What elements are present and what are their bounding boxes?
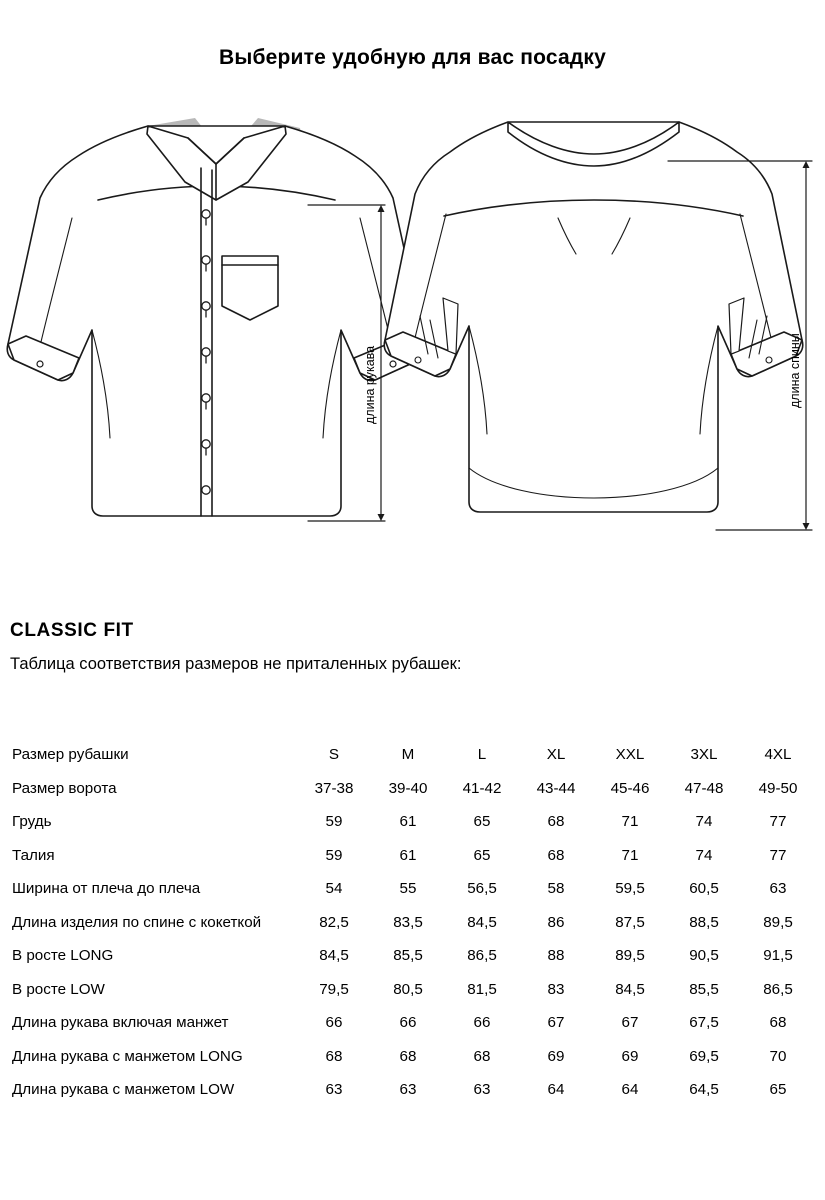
cell: 43-44: [536, 779, 576, 797]
size-header-4xl: 4XL: [764, 746, 792, 764]
table-header-row: [10, 738, 815, 772]
cell: 45-46: [610, 779, 650, 797]
cell: 86: [547, 913, 565, 931]
table-row: [10, 1073, 815, 1107]
cell: 74: [695, 813, 713, 831]
cell: 83: [547, 980, 565, 998]
row-label: Ширина от плеча до плеча: [12, 880, 201, 898]
cell: 68: [399, 1047, 417, 1065]
row-label: Длина изделия по спине с кокеткой: [12, 913, 262, 931]
cell: 68: [769, 1014, 787, 1032]
cell: 89,5: [615, 947, 645, 965]
cell: 83,5: [393, 913, 423, 931]
cell: 88,5: [689, 913, 719, 931]
cell: 59: [325, 846, 343, 864]
cell: 66: [473, 1014, 491, 1032]
cell: 77: [769, 846, 787, 864]
table-header-label: Размер рубашки: [12, 746, 129, 764]
size-header-3xl: 3XL: [690, 746, 718, 764]
cell: 69: [621, 1047, 639, 1065]
table-row: [10, 872, 815, 906]
sleeve-length-label: длина рукава: [363, 345, 377, 424]
cell: 58: [547, 880, 565, 898]
cell: 87,5: [615, 913, 645, 931]
cell: 54: [325, 880, 343, 898]
row-label: В росте LONG: [12, 947, 114, 965]
cell: 63: [473, 1081, 491, 1099]
cell: 41-42: [462, 779, 502, 797]
cell: 37-38: [314, 779, 354, 797]
row-label: Длина рукава включая манжет: [12, 1014, 229, 1032]
row-label: Размер ворота: [12, 779, 117, 797]
cell: 68: [547, 846, 565, 864]
fit-subtitle: Таблица соответствия размеров не приталенных рубашек:: [10, 655, 462, 673]
page-title: Выберите удобную для вас посадку: [218, 46, 607, 69]
size-header-xl: XL: [546, 746, 566, 764]
back-shirt-illustration: [384, 122, 803, 512]
cell: 69: [547, 1047, 565, 1065]
cell: 80,5: [393, 980, 423, 998]
cell: 61: [399, 846, 417, 864]
cell: 84,5: [319, 947, 349, 965]
cell: 77: [769, 813, 787, 831]
cell: 63: [325, 1081, 343, 1099]
cell: 74: [695, 846, 713, 864]
cell: 67: [547, 1014, 565, 1032]
cell: 67: [621, 1014, 639, 1032]
cell: 56,5: [467, 880, 497, 898]
cell: 64,5: [689, 1081, 719, 1099]
cell: 66: [399, 1014, 417, 1032]
table-row: [10, 906, 815, 940]
cell: 64: [547, 1081, 565, 1099]
cell: 61: [399, 813, 417, 831]
cell: 79,5: [319, 980, 349, 998]
row-label: Длина рукава с манжетом LOW: [12, 1081, 235, 1099]
cell: 66: [325, 1014, 343, 1032]
cell: 91,5: [763, 947, 793, 965]
cell: 90,5: [689, 947, 719, 965]
cell: 84,5: [467, 913, 497, 931]
row-label: Длина рукава с манжетом LONG: [12, 1047, 243, 1065]
cell: 89,5: [763, 913, 793, 931]
cell: 84,5: [615, 980, 645, 998]
size-header-xxl: XXL: [615, 746, 645, 764]
cell: 47-48: [684, 779, 724, 797]
size-header-l: L: [477, 746, 487, 764]
cell: 69,5: [689, 1047, 719, 1065]
table-row: [10, 805, 815, 839]
size-header-m: M: [401, 746, 415, 764]
table-row: [10, 1040, 815, 1074]
cell: 59,5: [615, 880, 645, 898]
table-row: [10, 839, 815, 873]
fit-title: CLASSIC FIT: [10, 620, 134, 641]
cell: 68: [325, 1047, 343, 1065]
cell: 68: [547, 813, 565, 831]
cell: 68: [473, 1047, 491, 1065]
cell: 65: [473, 846, 491, 864]
cell: 55: [399, 880, 417, 898]
cell: 71: [621, 813, 639, 831]
front-shirt-illustration: [7, 118, 426, 516]
cell: 59: [325, 813, 343, 831]
cell: 85,5: [689, 980, 719, 998]
shirt-illustrations: [0, 108, 825, 568]
cell: 64: [621, 1081, 639, 1099]
cell: 81,5: [467, 980, 497, 998]
size-table: [10, 738, 815, 1107]
cell: 67,5: [689, 1014, 719, 1032]
row-label: Талия: [12, 846, 55, 864]
cell: 63: [399, 1081, 417, 1099]
cell: 65: [473, 813, 491, 831]
cell: 65: [769, 1081, 787, 1099]
cell: 86,5: [467, 947, 497, 965]
table-row: [10, 973, 815, 1007]
cell: 70: [769, 1047, 787, 1065]
cell: 71: [621, 846, 639, 864]
table-row: [10, 939, 815, 973]
table-row: [10, 772, 815, 806]
cell: 49-50: [758, 779, 798, 797]
table-row: [10, 1006, 815, 1040]
cell: 60,5: [689, 880, 719, 898]
row-label: В росте LOW: [12, 980, 105, 998]
cell: 63: [769, 880, 787, 898]
cell: 39-40: [388, 779, 428, 797]
cell: 82,5: [319, 913, 349, 931]
row-label: Грудь: [12, 813, 52, 831]
cell: 88: [547, 947, 565, 965]
cell: 86,5: [763, 980, 793, 998]
back-length-label: длина спины: [788, 333, 802, 408]
size-header-s: S: [328, 746, 340, 764]
cell: 85,5: [393, 947, 423, 965]
